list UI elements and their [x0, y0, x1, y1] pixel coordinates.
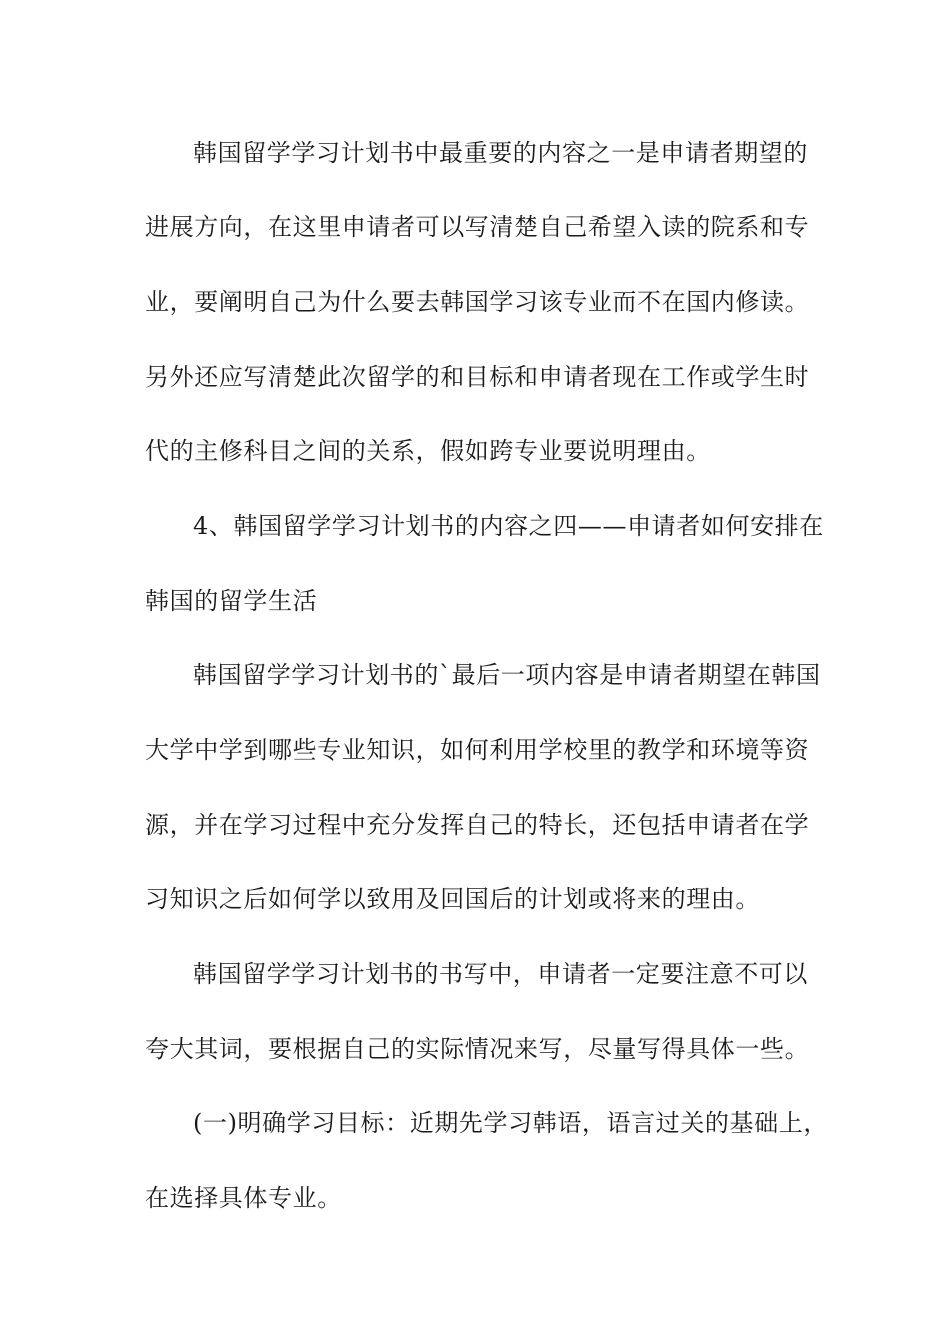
paragraph-4-line-2: 在选择具体专业。	[145, 1184, 342, 1212]
paragraph-2-line-3: 源，并在学习过程中充分发挥自己的特长，还包括申请者在学	[145, 811, 810, 839]
section-heading-line-1: 4、韩国留学学习计划书的内容之四——申请者如何安排在	[193, 512, 824, 540]
paragraph-1-line-2: 进展方向，在这里申请者可以写清楚自己希望入读的院系和专	[145, 213, 810, 241]
paragraph-2-line-1: 韩国留学学习计划书的`最后一项内容是申请者期望在韩国	[193, 661, 821, 689]
paragraph-2-line-4: 习知识之后如何学以致用及回国后的计划或将来的理由。	[145, 885, 760, 913]
paragraph-2-line-2: 大学中学到哪些专业知识，如何利用学校里的教学和环境等资	[145, 736, 810, 764]
paragraph-1-line-4: 另外还应写清楚此次留学的和目标和申请者现在工作或学生时	[145, 363, 810, 391]
paragraph-3-line-1: 韩国留学学习计划书的书写中，申请者一定要注意不可以	[193, 960, 808, 988]
section-heading-line-2: 韩国的留学生活	[145, 587, 318, 615]
paragraph-1-line-3: 业，要阐明自己为什么要去韩国学习该专业而不在国内修读。	[145, 288, 810, 316]
paragraph-3-line-2: 夸大其词，要根据自己的实际情况来写，尽量写得具体一些。	[145, 1035, 810, 1063]
paragraph-4-line-1: (一)明确学习目标：近期先学习韩语，语言过关的基础上，	[193, 1109, 828, 1137]
paragraph-1-line-1: 韩国留学学习计划书中最重要的内容之一是申请者期望的	[193, 139, 808, 167]
paragraph-1-line-5: 代的主修科目之间的关系，假如跨专业要说明理由。	[145, 437, 711, 465]
